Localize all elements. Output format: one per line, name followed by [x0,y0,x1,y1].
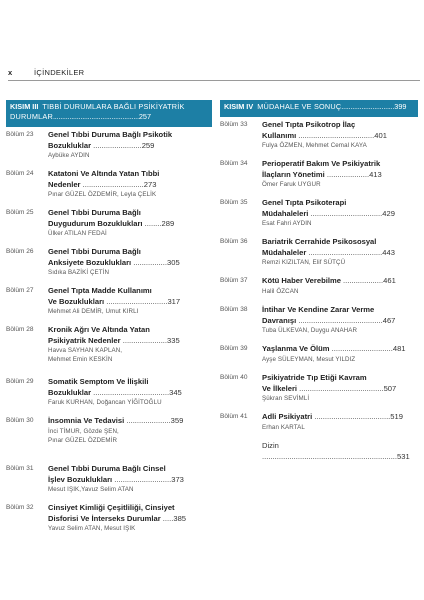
chapter-body [48,503,212,533]
leader-dots: ..... [160,513,174,523]
chapter-title-text: Bariatrik Cerrahide Psikososyal [262,237,377,246]
chapter-page: 429 [382,208,395,218]
chapter-body [262,120,418,150]
chapter-authors: Pınar GÜZEL ÖZDEMİR [48,436,118,444]
leader-dots: ....................... [91,140,142,150]
chapter-title-line1 [48,247,212,258]
chapter-label: Bölüm 34 [220,160,248,167]
chapter-title-line1 [262,198,418,209]
chapter-body [262,198,418,228]
chapter-page: 317 [167,296,181,306]
chapter-authors: Yavuz Selim ATAN, Mesut IŞIK [48,525,136,532]
chapter-title-line2 [48,219,212,230]
chapter-title-line2 [48,141,212,152]
chapter-title-line2 [48,297,212,308]
chapter-label: Bölüm 24 [6,170,34,177]
chapter-page: 413 [369,169,382,179]
chapter-authors: Mehmet Emin KESKİN [48,356,113,363]
chapter-title-text: Bozukluklar [48,140,92,150]
chapter-title-line1 [262,120,418,131]
chapter-entry[interactable] [6,464,212,494]
chapter-title-text: Müdahaleler [262,247,307,257]
chapter-authors: Aybüke AYDIN [48,152,90,159]
chapter-title-text: Kötü Haber Verebilme [262,276,341,285]
chapter-authors: Sıdıka BAZİKİ ÇETİN [48,269,110,276]
chapter-title-text: Ve Bozuklukları [48,296,105,306]
chapter-body [262,276,418,296]
chapter-body [262,237,418,267]
chapter-body [48,377,212,407]
chapter-page: 519 [390,412,403,421]
chapter-title-line1 [262,344,418,355]
chapter-title-line1 [262,159,418,170]
chapter-authors: Esat Fahri AYDIN [262,220,312,227]
chapter-page: 461 [383,276,396,285]
leader-dots: ................... [340,276,384,285]
chapter-body [48,286,212,316]
chapter-title-line1 [48,464,212,475]
chapter-title-line2 [262,170,418,181]
chapter-entry[interactable] [6,169,212,199]
chapter-title-text: Genel Tıbbi Duruma Bağlı Psikotik [48,130,173,139]
chapter-authors: Havva SAYHAN KAPLAN, [48,347,123,354]
part-banner-3[interactable] [6,100,212,126]
leader-dots: ............................................... [52,112,139,121]
leader-dots: ........ [142,218,162,228]
chapter-authors: Ülker ATILAN FEDAİ [48,230,107,237]
page-title: İÇİNDEKİLER [34,68,85,77]
chapter-title-line1 [48,130,212,141]
leader-dots: ........................................ [297,383,384,393]
chapter-body [48,169,212,199]
part-page: 399 [394,102,407,111]
part-title-line2: DURUMLAR [10,112,53,121]
chapter-label: Bölüm 36 [220,238,248,245]
chapter-entry[interactable] [220,120,418,150]
chapter-title-text: Ve İlkeleri [262,383,298,393]
chapter-body [262,344,418,364]
chapter-entry[interactable] [6,416,212,445]
leader-dots: ................ [131,257,168,267]
chapter-title-line2 [262,248,418,259]
chapter-title-line1 [48,169,212,180]
chapter-label: Bölüm 30 [6,417,34,424]
chapter-page: 373 [171,474,184,484]
chapter-title-line1 [48,325,212,336]
chapter-title-text: Psikiyatrik Nedenler [48,335,121,345]
chapter-title-text: Somatik Semptom Ve İlişkili [48,377,149,386]
chapter-title-text: Genel Tıbbi Duruma Bağlı [48,247,141,256]
chapter-entry[interactable] [6,208,212,238]
chapter-authors: Şükran SEVİMLİ [262,395,310,402]
chapter-title-text: Psikiyatride Tıp Etiği Kavram [262,373,367,382]
leader-dots: .................................. [308,208,383,218]
chapter-title-text: Nedenler [48,179,81,189]
chapter-authors: İnci TİMUR, Gözde ŞEN, [48,427,119,435]
chapter-entry[interactable] [220,305,418,335]
chapter-title-line2 [48,180,212,191]
chapter-entry[interactable] [6,503,212,533]
chapter-title-text: Genel Tıpta Madde Kullanımı [48,286,152,295]
chapter-authors: Halil ÖZCAN [262,287,299,295]
chapter-label: Bölüm 39 [220,345,248,352]
chapter-label: Bölüm 27 [6,287,34,294]
chapter-title-text: Davranışı [262,315,297,325]
chapter-label: Bölüm 23 [6,131,34,138]
chapter-title-text: Cinsiyet Kimliği Çeşitliliği, Cinsiyet [48,503,175,512]
leader-dots: ..................... [124,416,171,425]
part-banner-4[interactable] [220,100,418,116]
chapter-page: 273 [143,179,157,189]
chapter-label: Bölüm 29 [6,378,34,385]
chapter-body [48,247,212,277]
chapter-title-line1 [262,373,418,384]
index-line [262,441,418,462]
chapter-title-text: Perioperatif Bakım Ve Psikiyatrik [262,159,381,168]
chapter-page: 443 [382,247,395,257]
page-marker: x [8,68,13,77]
part-number: KISIM IV [224,102,254,111]
chapter-page: 305 [167,257,180,267]
chapter-title-line1 [48,286,212,297]
chapter-authors: Tuba ÜLKEVAN, Duygu ANAHAR [262,327,358,334]
chapter-entry[interactable] [220,412,418,432]
chapter-title-text: Müdahaleleri [262,208,309,218]
chapter-authors: Pınar GÜZEL ÖZDEMİR, Leyla ÇELİK [48,191,157,198]
leader-dots: ..................... [120,335,168,345]
chapter-title-text: Duygudurum Bozuklukları [48,218,143,228]
chapter-page: 467 [382,315,396,325]
chapter-title-line1 [48,377,212,388]
chapter-label: Bölüm 35 [220,199,248,206]
chapter-title-text: Disforisi Ve İnterseks Durumlar [48,513,161,523]
chapter-entry[interactable] [6,325,212,364]
chapter-label: Bölüm 32 [6,504,34,511]
chapter-authors: Mesut IŞIK,Yavuz Selim ATAN [48,486,134,493]
chapter-label: Bölüm 41 [220,413,248,420]
chapter-title-line2 [48,514,212,525]
chapter-authors: Erhan KARTAL [262,423,305,431]
chapter-title-line1 [48,208,212,219]
leader-dots: ........................................ [296,315,383,325]
leader-dots: .................................... [296,130,375,140]
chapter-title-line2 [48,336,212,347]
chapter-list-right [220,117,418,461]
chapter-entry[interactable] [220,344,418,364]
chapter-title-text: Genel Tıpta Psikoterapi [262,198,347,207]
chapter-label: Bölüm 38 [220,306,248,313]
chapter-title-line2 [262,131,418,142]
chapter-title-text: Genel Tıbbi Duruma Bağlı [48,208,141,217]
leader-dots: ................................................................ [262,451,398,461]
chapter-body [48,208,212,238]
chapter-entry[interactable] [220,237,418,267]
chapter-page: 385 [173,513,187,523]
chapter-body [48,416,212,445]
chapter-authors: Mehmet Ali DEMİR, Umut KIRLI [48,308,139,315]
part-number: KISIM III [10,102,39,111]
chapter-label-spacer [220,441,262,462]
chapter-page: 289 [161,218,175,228]
chapter-body [48,130,212,160]
chapter-title-text: İnsomnia Ve Tedavisi [48,416,125,425]
leader-dots: ............................. [329,344,393,353]
chapter-title-line1 [262,276,418,287]
chapter-title-line2 [48,475,212,486]
chapter-entry[interactable] [6,247,212,277]
chapter-title-text: Kronik Ağrı Ve Altında Yatan [48,325,150,334]
chapter-title-line2 [262,209,418,220]
chapter-label: Bölüm 31 [6,465,34,472]
chapter-body [48,464,212,494]
chapter-title-line1 [262,305,418,316]
index-entry[interactable] [220,441,418,462]
chapter-title-text: Bozukluklar [48,387,92,397]
chapter-body [48,325,212,364]
chapter-title-text: İlaçların Yönetimi [262,169,325,179]
leader-dots: ............................. [104,296,168,306]
chapter-label: Bölüm 25 [6,209,34,216]
leader-dots: ........................... [112,474,172,484]
chapter-title-text: Katatoni Ve Altında Yatan Tıbbi [48,169,160,178]
chapter-title-text: İntihar Ve Kendine Zarar Verme [262,305,375,314]
chapter-entry[interactable] [6,377,212,407]
chapter-entry[interactable] [220,373,418,403]
chapter-title-line1 [262,237,418,248]
part-title: MÜDAHALE VE SONUÇ [257,102,342,111]
leader-dots: .................................... [312,412,391,421]
chapter-authors: Remzi KIZILTAN, Elif SÜTÇÜ [262,259,346,266]
chapter-body [262,373,418,403]
chapter-title-line2 [48,388,212,399]
chapter-entry[interactable] [220,159,418,189]
part-title-line1: TIBBİ DURUMLARA BAĞLI PSİKİYATRİK [42,102,185,111]
chapter-label: Bölüm 28 [6,326,34,333]
chapter-page: 401 [374,130,387,140]
chapter-title-text: Adli Psikiyatri [262,412,313,421]
chapter-authors: Ayşe SÜLEYMAN, Mesut YILDIZ [262,355,356,363]
chapter-body [262,305,418,335]
chapter-page: 481 [392,344,406,353]
leader-dots: ............................. [341,102,395,111]
toc-column-left [6,100,212,532]
chapter-label: Bölüm 26 [6,248,34,255]
index-body [262,441,418,462]
chapter-page: 259 [141,140,155,150]
chapter-title-text: Kullanımı [262,130,297,140]
chapter-entry[interactable] [220,276,418,296]
chapter-entry[interactable] [6,130,212,160]
part-page: 257 [138,112,152,121]
index-label: Dizin [262,441,279,450]
leader-dots: ................................... [306,247,383,257]
chapter-authors: Fulya ÖZMEN, Mehmet Cemal KAYA [262,142,367,149]
chapter-body [262,412,418,432]
chapter-title-line2 [48,258,212,269]
chapter-label: Bölüm 37 [220,277,248,284]
chapter-entry[interactable] [6,286,212,316]
chapter-title-text: Genel Tıpta Psikotrop İlaç [262,120,356,129]
chapter-title-line1 [48,503,212,514]
chapter-page: 345 [169,387,182,397]
chapter-page: 359 [170,416,184,425]
chapter-title-line2 [262,384,418,395]
leader-dots: .................................... [91,387,170,397]
leader-dots: .................... [324,169,370,179]
chapter-title-line1 [48,416,212,427]
chapter-entry[interactable] [220,198,418,228]
index-page: 531 [397,451,410,461]
leader-dots: ............................. [80,179,144,189]
chapter-title-text: Yaşlanma Ve Ölüm [262,344,330,353]
chapter-list-left [6,127,212,532]
chapter-page: 507 [383,383,397,393]
header-divider [8,80,420,81]
chapter-authors: Faruk KURHAN, Doğancan YİĞİTOĞLU [48,399,162,406]
chapter-label: Bölüm 33 [220,121,248,128]
chapter-title-line2 [262,316,418,327]
toc-column-right [220,100,418,461]
chapter-label: Bölüm 40 [220,374,248,381]
chapter-body [262,159,418,189]
chapter-page: 335 [167,335,180,345]
chapter-title-text: Anksiyete Bozuklukları [48,257,132,267]
chapter-title-text: İşlev Bozuklukları [48,474,113,484]
chapter-title-text: Genel Tıbbi Duruma Bağlı Cinsel [48,464,166,473]
chapter-authors: Ömer Faruk UYGUR [262,181,321,188]
chapter-title-line1 [262,412,418,423]
